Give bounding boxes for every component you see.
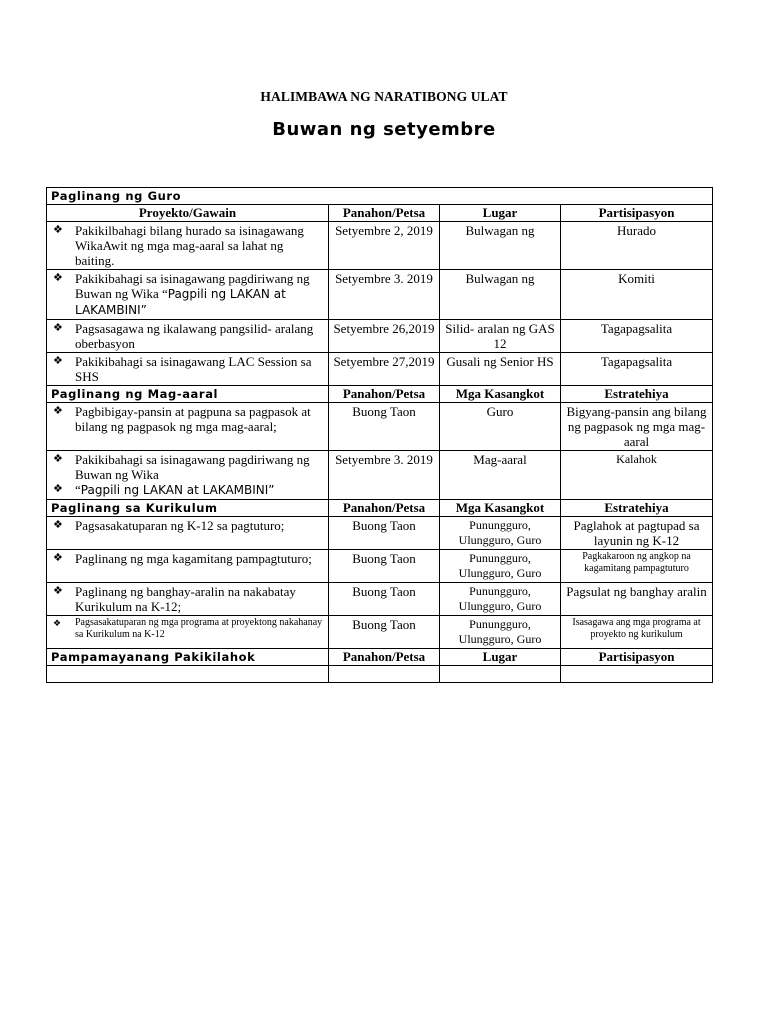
date-cell: Buong Taon [329, 550, 440, 583]
activity-cell [47, 550, 329, 583]
column-header: Proyekto/Gawain [47, 205, 329, 222]
section-label: Pampamayanang Pakikilahok [47, 649, 329, 666]
column-header: Panahon/Petsa [329, 205, 440, 222]
date-cell: Setyembre 26,2019 [329, 320, 440, 353]
activity-text: Paglinang ng mga kagamitang pampagtuturo; [75, 551, 312, 566]
activity-text: Pagsasakatuparan ng mga programa at proyektong nakahanay sa Kurikulum na K-12 [75, 617, 323, 640]
participation-cell: Tagapagsalita [561, 320, 713, 353]
diamond-bullet-icon: ❖ [53, 272, 63, 284]
diamond-bullet-icon: ❖ [53, 585, 63, 597]
activity-text: Pagpili ng LAKAN at LAKAMBINI” [75, 287, 286, 317]
activity-cell [47, 583, 329, 616]
table-row [47, 517, 713, 550]
table-row [47, 222, 713, 270]
involved-cell: Punungguro, Ulungguro, Guro [440, 517, 561, 550]
table-row [47, 550, 713, 583]
strategy-cell: Bigyang-pansin ang bilang ng pagpasok ng mga mag-aaral [561, 403, 713, 451]
involved-cell: Guro [440, 403, 561, 451]
activity-text: Pakikilbahagi bilang hurado sa isinagawang WikaAwit ng mga mag-aaral sa lahat ng baiting. [75, 223, 304, 268]
section-label: Paglinang sa Kurikulum [47, 500, 329, 517]
place-cell: Gusali ng Senior HS [440, 353, 561, 386]
activity-text: Pagbibigay-pansin at pagpuna sa pagpasok at bilang ng pagpasok ng mga mag-aaral; [75, 404, 311, 434]
table-row [47, 451, 713, 500]
place-cell: Bulwagan ng [440, 222, 561, 270]
column-header: Panahon/Petsa [329, 386, 440, 403]
participation-cell: Komiti [561, 270, 713, 320]
section-header-mag-aaral [47, 386, 713, 403]
table-row [47, 666, 713, 683]
participation-cell: Tagapagsalita [561, 353, 713, 386]
activity-text: Pakikibahagi sa isinagawang LAC Session sa SHS [75, 354, 312, 384]
section-header-pamayanan [47, 649, 713, 666]
list-item [51, 518, 324, 533]
list-item [51, 584, 324, 614]
table-row [47, 616, 713, 649]
diamond-bullet-icon: ❖ [53, 519, 63, 531]
empty-cell [440, 666, 561, 683]
diamond-bullet-icon: ❖ [53, 224, 63, 236]
section-label: Paglinang ng Mag-aaral [47, 386, 329, 403]
diamond-bullet-icon: ❖ [53, 453, 63, 465]
strategy-cell: Paglahok at pagtupad sa layunin ng K-12 [561, 517, 713, 550]
column-header: Mga Kasangkot [440, 500, 561, 517]
strategy-cell: Kalahok [561, 451, 713, 500]
involved-cell: Punungguro, Ulungguro, Guro [440, 583, 561, 616]
activity-text: Pagsasakatuparan ng K-12 sa pagtuturo; [75, 518, 285, 533]
date-cell: Buong Taon [329, 517, 440, 550]
list-item [51, 482, 324, 498]
empty-cell [561, 666, 713, 683]
date-cell: Buong Taon [329, 583, 440, 616]
column-header: Lugar [440, 649, 561, 666]
involved-cell: Mag-aaral [440, 451, 561, 500]
table-row [47, 353, 713, 386]
report-table [46, 187, 713, 683]
column-header: Partisipasyon [561, 205, 713, 222]
column-header: Lugar [440, 205, 561, 222]
date-cell: Setyembre 27,2019 [329, 353, 440, 386]
participation-cell: Hurado [561, 222, 713, 270]
column-header: Mga Kasangkot [440, 386, 561, 403]
involved-cell: Punungguro, Ulungguro, Guro [440, 616, 561, 649]
date-cell: Setyembre 3. 2019 [329, 451, 440, 500]
involved-cell: Punungguro, Ulungguro, Guro [440, 550, 561, 583]
column-header: Panahon/Petsa [329, 500, 440, 517]
empty-cell [329, 666, 440, 683]
date-cell: Setyembre 2, 2019 [329, 222, 440, 270]
list-item [51, 321, 324, 351]
column-header: Estratehiya [561, 386, 713, 403]
activity-cell [47, 403, 329, 451]
list-item [51, 551, 324, 566]
activity-cell [47, 270, 329, 320]
list-item [51, 452, 324, 482]
strategy-cell: Pagkakaroon ng angkop na kagamitang pampagtuturo [561, 550, 713, 583]
table-row [47, 270, 713, 320]
strategy-cell: Isasagawa ang mga programa at proyekto ng kurikulum [561, 616, 713, 649]
table-row [47, 403, 713, 451]
activity-text: Pagpili ng LAKAN at LAKAMBINI” [80, 483, 275, 497]
empty-cell [47, 666, 329, 683]
list-item [51, 404, 324, 434]
section-header-kurikulum [47, 500, 713, 517]
diamond-bullet-icon: ❖ [53, 322, 63, 334]
activity-text: Pakikibahagi sa isinagawang pagdiriwang ng Buwan ng Wika [75, 452, 310, 482]
diamond-bullet-icon: ❖ [53, 618, 62, 628]
column-header: Estratehiya [561, 500, 713, 517]
list-item [51, 354, 324, 384]
activity-text: Pagsasagawa ng ikalawang pangsilid- aralang oberbasyon [75, 321, 314, 351]
activity-text: Paglinang ng banghay-aralin na nakabatay Kurikulum na K-12; [75, 584, 296, 614]
activity-text: Pakikibahagi sa isinagawang pagdiriwang ng Buwan ng Wika “ [75, 271, 310, 301]
table-row [47, 583, 713, 616]
activity-cell [47, 222, 329, 270]
column-header-row [47, 205, 713, 222]
document-title: HALIMBAWA NG NARATIBONG ULAT [260, 89, 508, 104]
list-item [51, 271, 324, 318]
place-cell: Bulwagan ng [440, 270, 561, 320]
activity-cell [47, 451, 329, 500]
section-header-guro [47, 188, 713, 205]
diamond-bullet-icon: ❖ [53, 405, 63, 417]
diamond-bullet-icon: ❖ [53, 483, 63, 495]
date-cell: Buong Taon [329, 403, 440, 451]
diamond-bullet-icon: ❖ [53, 355, 63, 367]
place-cell: Silid- aralan ng GAS 12 [440, 320, 561, 353]
column-header: Partisipasyon [561, 649, 713, 666]
diamond-bullet-icon: ❖ [53, 552, 63, 564]
activity-cell [47, 320, 329, 353]
activity-cell [47, 353, 329, 386]
document-subtitle: Buwan ng setyembre [272, 119, 496, 140]
activity-cell [47, 616, 329, 649]
table-row [47, 320, 713, 353]
date-cell: Setyembre 3. 2019 [329, 270, 440, 320]
list-item [51, 617, 324, 641]
strategy-cell: Pagsulat ng banghay aralin [561, 583, 713, 616]
column-header: Panahon/Petsa [329, 649, 440, 666]
activity-cell [47, 517, 329, 550]
activity-text: “ [75, 482, 81, 497]
section-label: Paglinang ng Guro [47, 188, 713, 205]
list-item [51, 223, 324, 268]
date-cell: Buong Taon [329, 616, 440, 649]
